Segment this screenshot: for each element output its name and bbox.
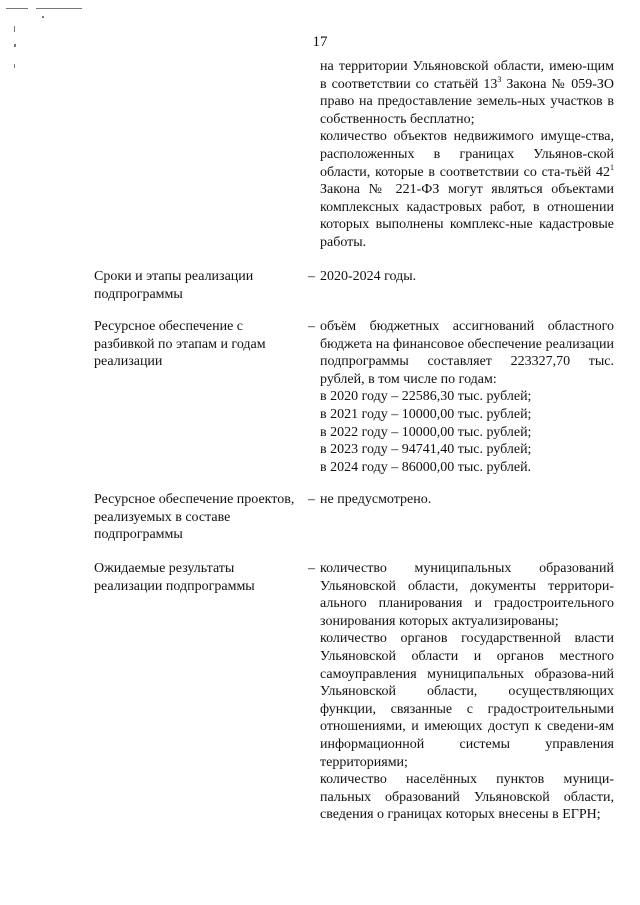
intro-paragraph-1: на территории Ульяновской области, имею-щим в соответствии со статьёй $13^3$ Закона № 059-ЗО право на предоставление земель-ных участков в собственность бесплатно;: [320, 59, 615, 127]
intro-content: [320, 58, 614, 252]
row-dash: –: [308, 561, 315, 576]
year-line: в 2022 году – 10000,00 тыс. рублей;: [320, 424, 532, 440]
result-paragraph: количество населённых пунктов муници-пальных образований Ульяновской области, сведения о границах которых внесены в ЕГРН;: [320, 772, 614, 823]
row-label: Ресурсное обеспечение проектов, реализуемых в составе подпрограммы: [94, 492, 295, 543]
row-resources: [0, 318, 640, 478]
intro-continuation: [0, 58, 640, 248]
row-label: Ресурсное обеспечение с разбивкой по этапам и годам реализации: [94, 319, 266, 370]
superscript-1: 1: [610, 162, 614, 172]
superscript-3: 3: [497, 74, 502, 84]
row-content: [320, 318, 614, 476]
row-label: Сроки и этапы реализации подпрограммы: [94, 269, 254, 302]
row-project-resources: [0, 491, 640, 551]
year-line: в 2021 году – 10000,00 тыс. рублей;: [320, 406, 532, 422]
year-line: в 2020 году – 22586,30 тыс. рублей;: [320, 389, 532, 405]
row-timeline: [0, 268, 640, 308]
page-number: 17: [312, 34, 328, 50]
row-value: не предусмотрено.: [320, 492, 432, 507]
row-value: объём бюджетных ассигнований областного бюджета на финансовое обеспечение реализации подпрограммы составляет 223327,70 тыс. рублей, в том числе по годам:: [320, 319, 614, 387]
row-dash: –: [308, 269, 315, 284]
intro-paragraph-2: количество объектов недвижимого имуще-ства, расположенных в границах Ульянов-ской области, которые в соответствии со ста-тьёй $42^1$ Закона № 221-ФЗ могут являться объектами комплексных кадастровых работ, в отношении которых выполнены комплекс-ные кадастровые работы.: [320, 129, 614, 250]
year-line: в 2023 году – 94741,40 тыс. рублей;: [320, 442, 532, 458]
row-dash: –: [308, 492, 315, 507]
year-line: в 2024 году – 86000,00 тыс. рублей.: [320, 459, 532, 475]
result-paragraph: количество муниципальных образований Ульяновской области, документы территори-ального планирования и градостроительного зонирования которых актуализированы;: [320, 561, 614, 629]
row-dash: –: [308, 319, 315, 334]
result-paragraph: количество органов государственной власти Ульяновской области и органов местного самоуправления муниципальных образова-ний Ульяновской области, осуществляющих функции, связанные с градостроительными отношениями, и имеющих доступ к сведени-ям информационной системы управления территориями;: [320, 631, 614, 770]
row-value: 2020-2024 годы.: [320, 269, 417, 284]
row-label: Ожидаемые результаты реализации подпрограммы: [94, 561, 255, 594]
row-expected-results: [0, 560, 640, 860]
row-content: [320, 560, 614, 824]
